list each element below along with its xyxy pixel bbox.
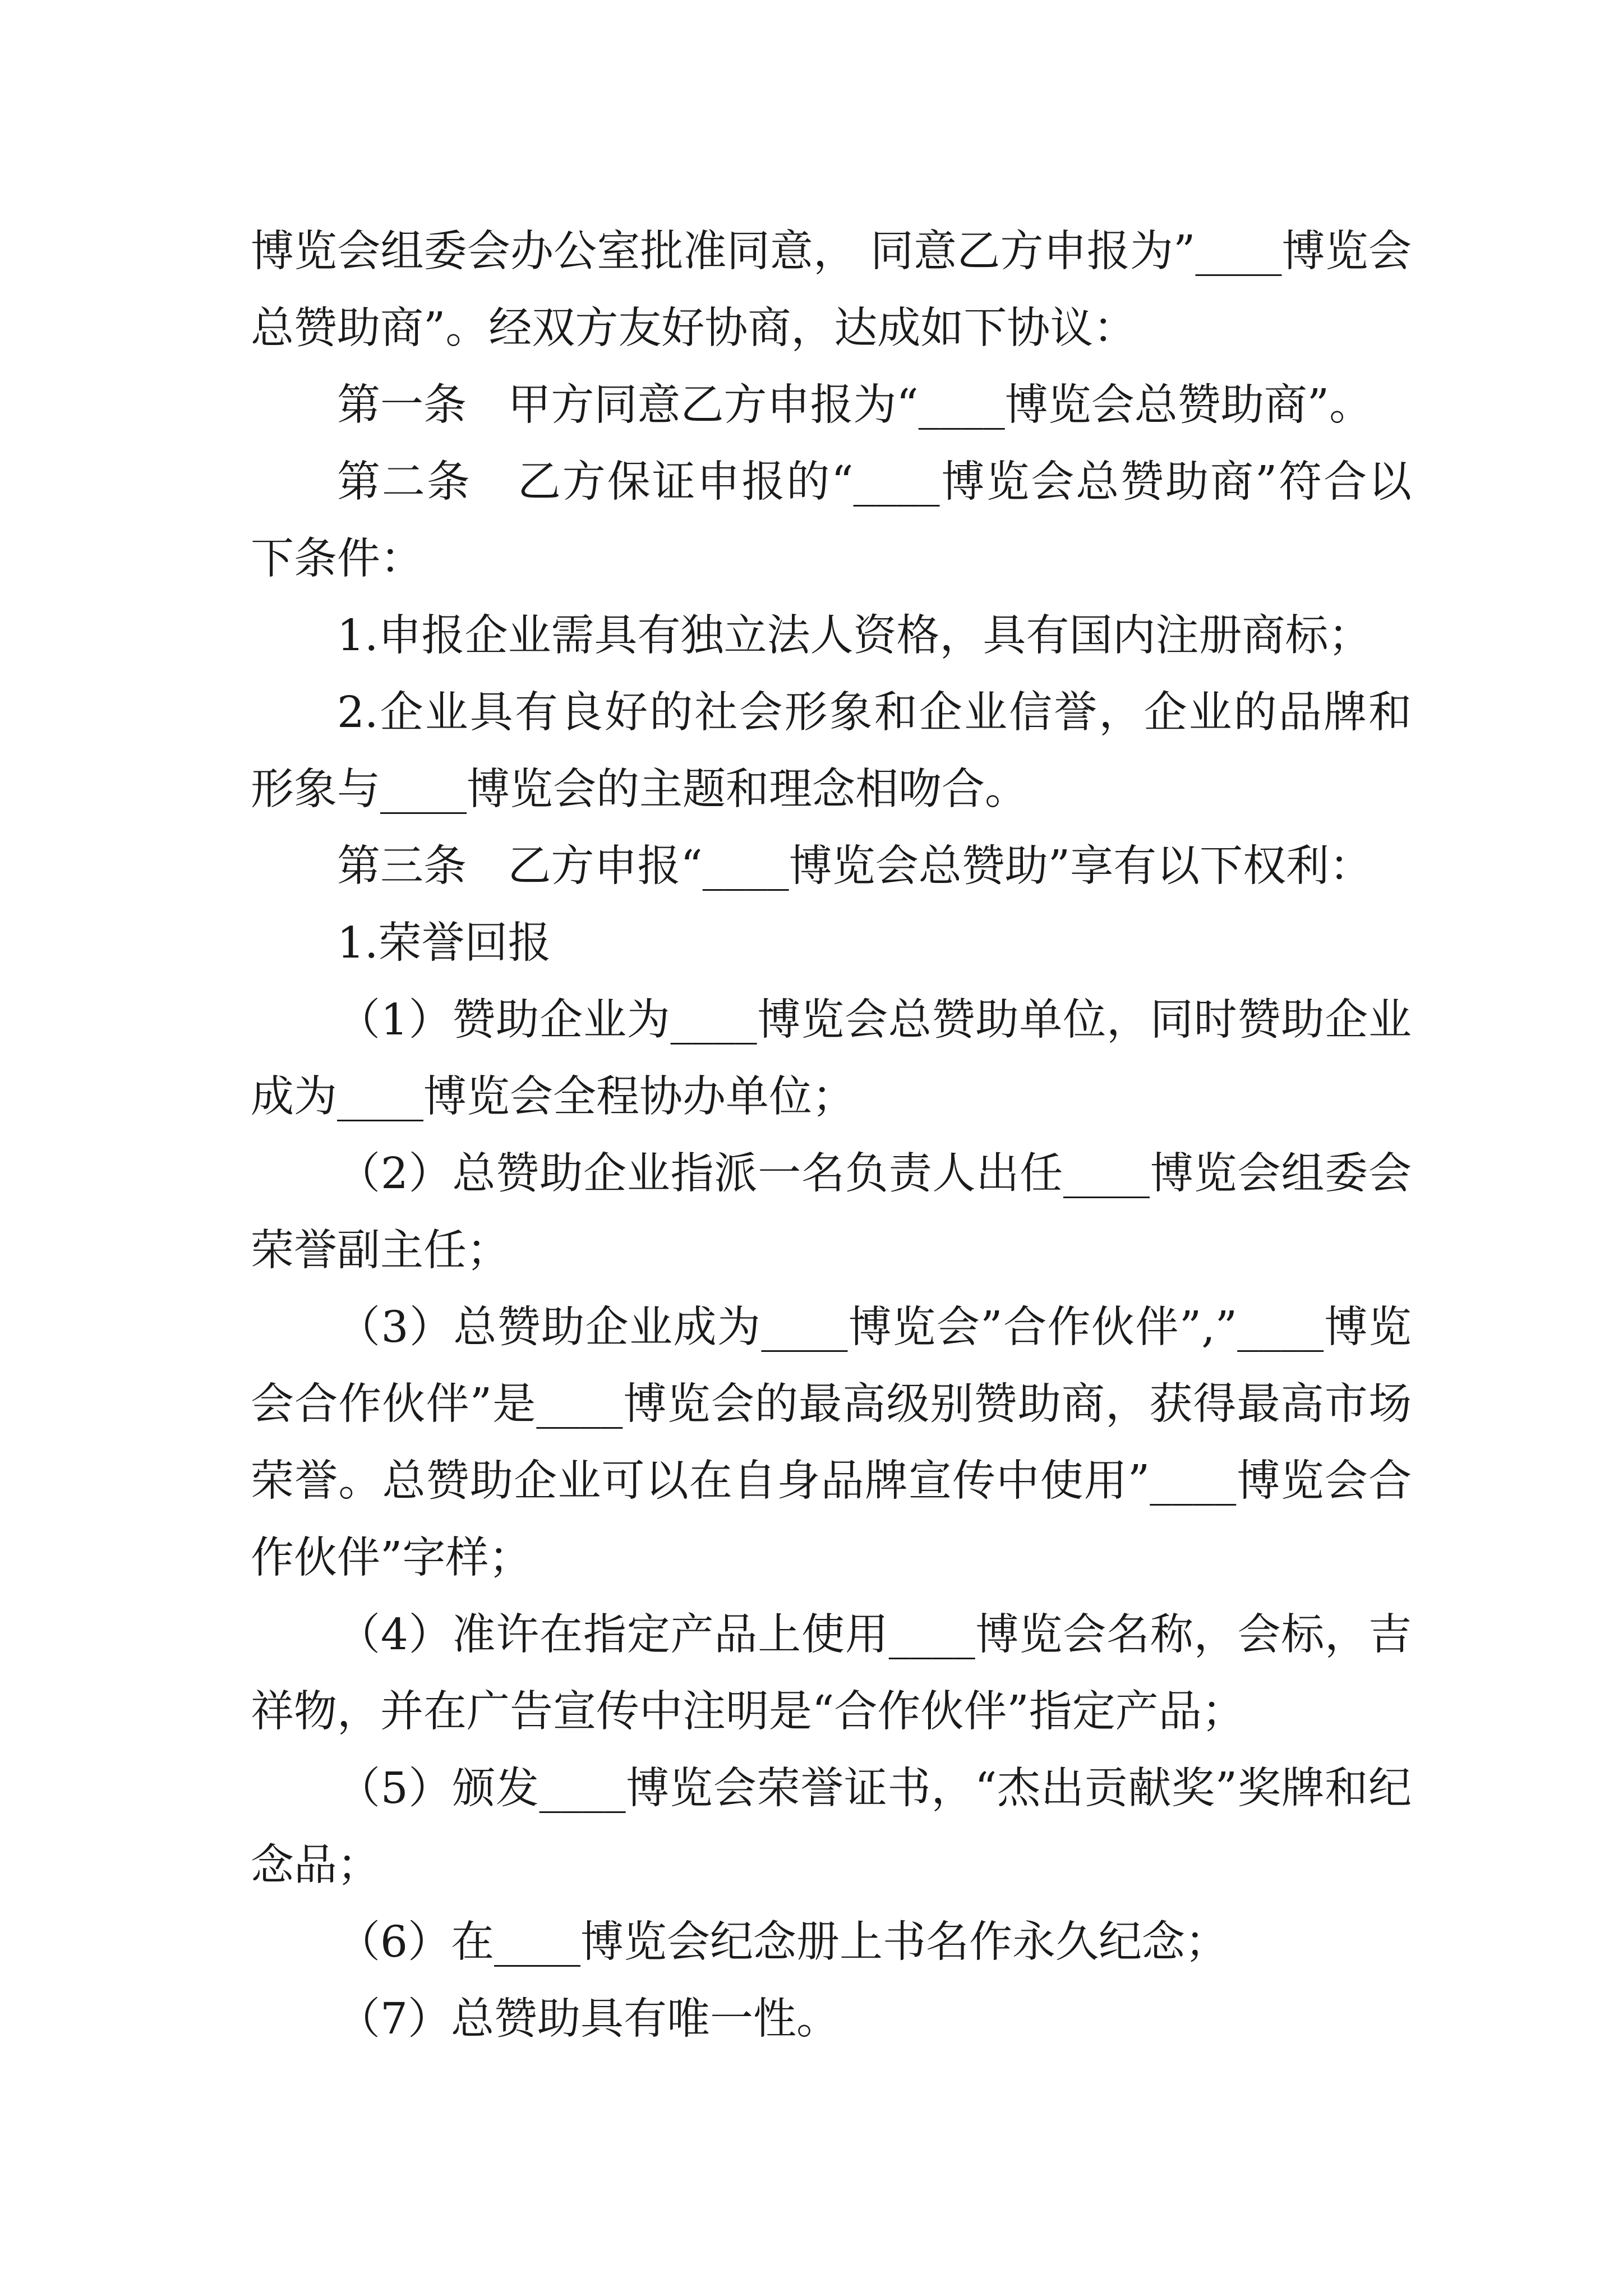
- paragraph-right-2: （2）总赞助企业指派一名负责人出任____博览会组委会荣誉副主任；: [251, 1149, 1412, 1276]
- paragraph-right-3: （3）总赞助企业成为____博览会”合作伙伴”,”____博览会合作伙伴”是____博览会的最高级别赞助商，获得最高市场荣誉。总赞助企业可以在自身品牌宣传中使用”____博览会合作伙伴”字样；: [251, 1303, 1412, 1583]
- paragraph-article-1: 第一条 甲方同意乙方申报为“____博览会总赞助商”。: [337, 380, 1373, 430]
- paragraph-right-4: （4）准许在指定产品上使用____博览会名称，会标，吉祥物，并在广告宣传中注明是“合作伙伴”指定产品；: [251, 1610, 1412, 1737]
- paragraph-article-3-section-1: 1.荣誉回报: [337, 918, 551, 968]
- paragraph-right-1: （1）赞助企业为____博览会总赞助单位，同时赞助企业成为____博览会全程协办单位；: [251, 995, 1412, 1122]
- paragraph-right-7: （7）总赞助具有唯一性。: [337, 1994, 840, 2044]
- paragraph-article-2-item-1: 1.申报企业需具有独立法人资格，具有国内注册商标；: [337, 611, 1372, 661]
- paragraph-right-6: （6）在____博览会纪念册上书名作永久纪念；: [337, 1917, 1228, 1967]
- paragraph-article-2-item-2: 2.企业具有良好的社会形象和企业信誉，企业的品牌和形象与____博览会的主题和理念相吻合。: [251, 688, 1412, 815]
- paragraph-intro-continuation: 博览会组委会办公室批准同意， 同意乙方申报为”____博览会总赞助商”。经双方友好协商，达成如下协议：: [251, 227, 1412, 353]
- paragraph-article-3: 第三条 乙方申报“____博览会总赞助”享有以下权利：: [337, 841, 1373, 891]
- document-body: [251, 213, 1412, 2058]
- paragraph-right-5: （5）颁发____博览会荣誉证书，“杰出贡献奖”奖牌和纪念品；: [251, 1764, 1412, 1890]
- paragraph-article-2: 第二条 乙方保证申报的“____博览会总赞助商”符合以下条件：: [251, 457, 1412, 584]
